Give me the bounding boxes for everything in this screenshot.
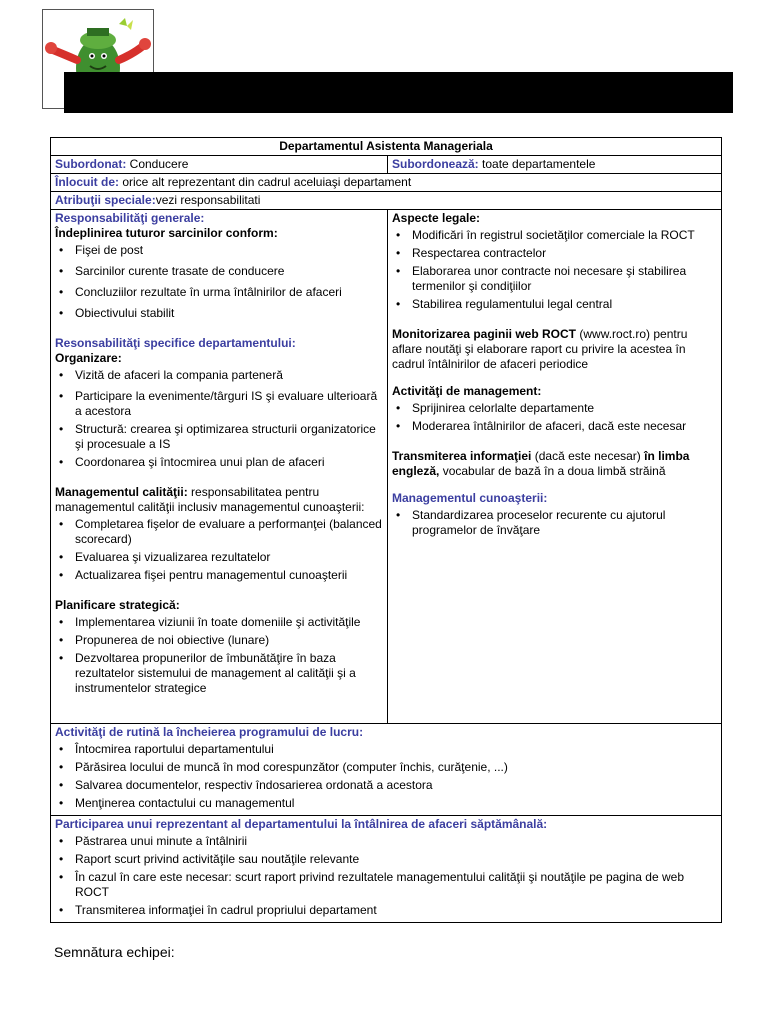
list-item: • Obiectivului stabilit [75, 306, 383, 321]
left-column [51, 210, 388, 724]
title-bar-redacted [64, 72, 733, 113]
list-item: • Vizită de afaceri la compania parteneră [75, 368, 383, 383]
list-item: • Moderarea întâlnirilor de afaceri, dacă este necesar [412, 419, 717, 434]
mgmt-cunoasterii-heading: Managementul cunoaşterii: [392, 491, 548, 505]
activitati-mgmt-heading: Activităţi de management: [392, 384, 542, 398]
list-item: • Modificări în registrul societăţilor comerciale la ROCT [412, 228, 717, 243]
rutina-heading: Activităţi de rutină la încheierea programului de lucru: [55, 725, 364, 739]
subordonat-cell [51, 156, 388, 174]
list-item: • Participare la evenimente/târguri IS şi evaluare ulterioară a acestora [75, 389, 383, 419]
list-item: • Structură: crearea şi optimizarea structurii organizatorice şi procesuale a IS [75, 422, 383, 452]
subordonat-label: Subordonat: [55, 157, 127, 171]
list-item: • Concluziilor rezultate în urma întâlnirilor de afaceri [75, 285, 383, 300]
list-item: • Sarcinilor curente trasate de conducere [75, 264, 383, 279]
mgmt-calitatii-list [55, 517, 383, 583]
list-item: • Fişei de post [75, 243, 383, 258]
subordoneaza-value: toate departamentele [482, 157, 596, 171]
rutina-list [55, 742, 717, 811]
monitorizare-url: (www.roct.ro) [579, 327, 651, 341]
list-item: • Întocmirea raportului departamentului [75, 742, 717, 757]
mgmt-calitatii-heading: Managementul calităţii: [55, 485, 188, 499]
list-item: • Completarea fişelor de evaluare a performanţei (balanced scorecard) [75, 517, 383, 547]
rutina-cell [51, 724, 722, 816]
list-item: • Evaluarea şi vizualizarea rezultatelor [75, 550, 383, 565]
aspecte-legale-heading: Aspecte legale: [392, 211, 481, 225]
transmiterea-paragraph [392, 449, 717, 479]
planificare-list [55, 615, 383, 696]
list-item: • Transmiterea informaţiei în cadrul propriului departament [75, 903, 717, 918]
transmiterea-text: vocabular de bază în a doua limbă străină [442, 464, 666, 478]
participarea-cell [51, 816, 722, 923]
atributii-value: vezi responsabilitati [155, 193, 261, 207]
department-title: Departamentul Asistenta Manageriala [51, 138, 722, 156]
organizare-heading: Organizare: [55, 351, 122, 365]
list-item: • Păstrarea unui minute a întâlnirii [75, 834, 717, 849]
list-item: • Dezvoltarea propunerilor de îmbunătăţire în baza rezultatelor sistemului de management al calităţii şi a instrumentelor strategice [75, 651, 383, 696]
subordonat-value: Conducere [129, 157, 189, 171]
list-item: • Elaborarea unor contracte noi necesare şi stabilirea termenilor şi condiţiilor [412, 264, 717, 294]
list-item: • Stabilirea regulamentului legal central [412, 297, 717, 312]
transmiterea-heading: Transmiterea informaţiei [392, 449, 532, 463]
list-item: • Propunerea de noi obiective (lunare) [75, 633, 383, 648]
participarea-heading: Participarea unui reprezentant al departamentului la întâlnirea de afaceri săptămânală: [55, 817, 548, 831]
monitorizare-paragraph [392, 327, 717, 372]
planificare-heading: Planificare strategică: [55, 598, 180, 612]
atributii-cell [51, 192, 722, 210]
list-item: • Menţinerea contactului cu managementul [75, 796, 717, 811]
job-description-table [50, 137, 722, 923]
list-item: • Respectarea contractelor [412, 246, 717, 261]
team-signature-label: Semnătura echipei: [54, 944, 175, 960]
indeplinirea-list [55, 243, 383, 321]
transmiterea-note: (dacă este necesar) [534, 449, 641, 463]
cunoasterii-list [392, 508, 717, 538]
mgmt-calitatii-paragraph [55, 485, 383, 515]
list-item: • Implementarea viziunii în toate domeniile şi activităţile [75, 615, 383, 630]
list-item: • Coordonarea şi întocmirea unui plan de afaceri [75, 455, 383, 470]
inlocuit-value: orice alt reprezentant din cadrul aceluiaşi departament [122, 175, 412, 189]
mgmt-calitatii-text: responsabilitatea pentru managementul calităţii inclusiv managementul cunoaşterii: [55, 485, 365, 514]
subordoneaza-cell [388, 156, 722, 174]
aspecte-list [392, 228, 717, 312]
list-item: • Salvarea documentelor, respectiv îndosarierea ordonată a acestora [75, 778, 717, 793]
inlocuit-label: Înlocuit de: [55, 175, 119, 189]
indeplinirea-heading: Îndeplinirea tuturor sarcinilor conform: [55, 226, 278, 240]
right-column [388, 210, 722, 724]
transmiterea-in: în limba engleză, [392, 449, 690, 478]
subordoneaza-label: Subordonează: [392, 157, 479, 171]
list-item: • Părăsirea locului de muncă în mod corespunzător (computer închis, curăţenie, ...) [75, 760, 717, 775]
list-item: • Standardizarea proceselor recurente cu ajutorul programelor de învăţare [412, 508, 717, 538]
activitati-list [392, 401, 717, 434]
participarea-list [55, 834, 717, 918]
inlocuit-cell [51, 174, 722, 192]
list-item: • Raport scurt privind activităţile sau noutăţile relevante [75, 852, 717, 867]
atributii-label: Atribuţii speciale: [55, 193, 156, 207]
list-item: • Sprijinirea celorlalte departamente [412, 401, 717, 416]
monitorizare-heading: Monitorizarea paginii web ROCT [392, 327, 577, 341]
monitorizare-text: pentru aflare noutăţi şi elaborare raport cu privire la acestea în cadrul întâlnirilor de afaceri periodice [392, 327, 688, 371]
resp-specifice-heading: Resonsabilităţi specifice departamentului: [55, 336, 296, 350]
list-item: • În cazul în care este necesar: scurt raport privind rezultatele managementului calităţii şi noutăţile pe pagina de web ROCT [75, 870, 717, 900]
organizare-list [55, 368, 383, 470]
list-item: • Actualizarea fişei pentru managementul cunoaşterii [75, 568, 383, 583]
resp-generale-heading: Responsabilităţi generale: [55, 211, 205, 225]
